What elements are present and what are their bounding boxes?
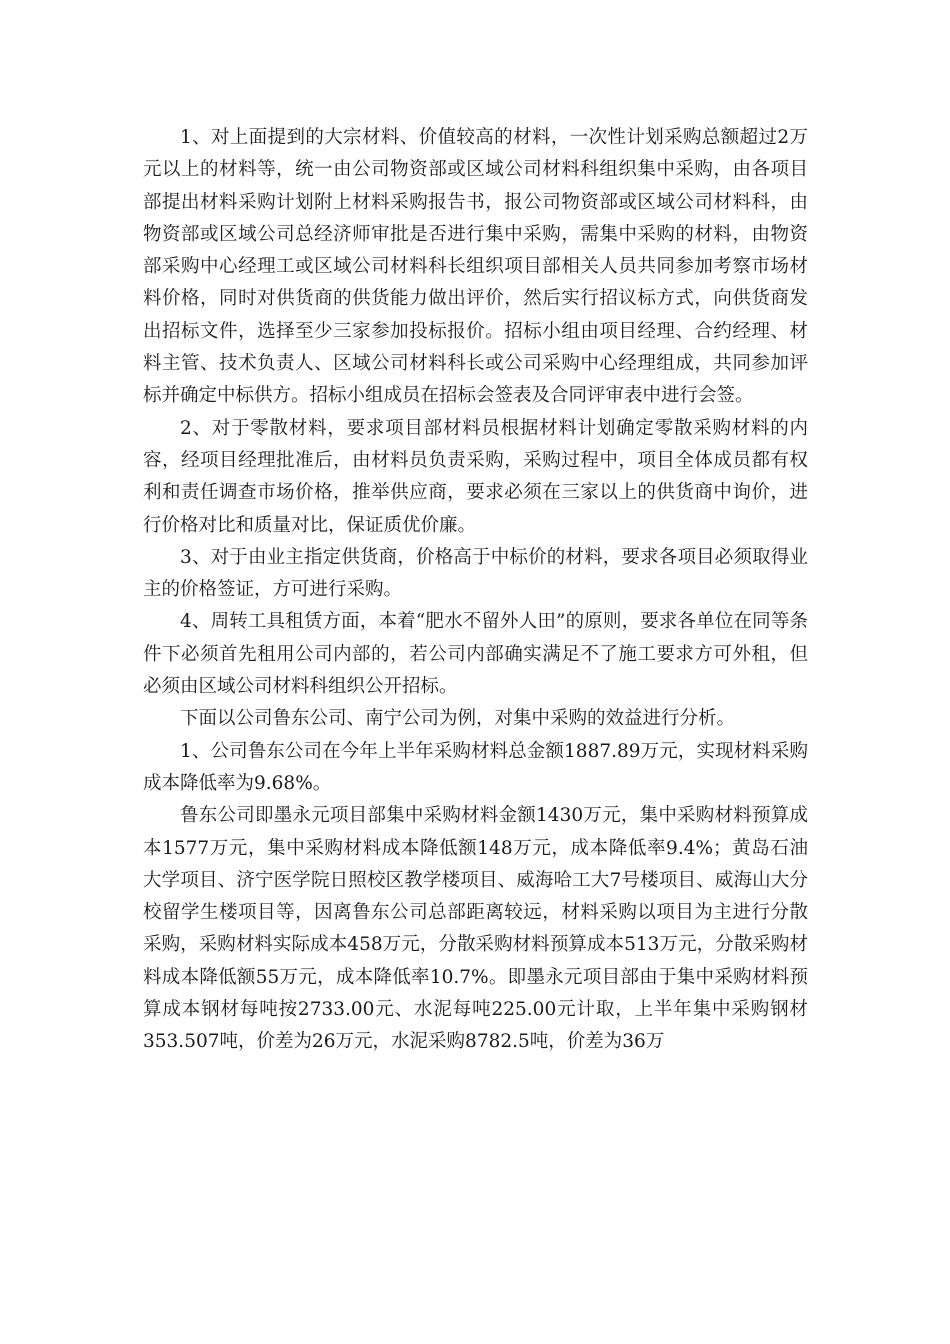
paragraph-ludong-details: 鲁东公司即墨永元项目部集中采购材料金额1430万元，集中采购材料预算成本1577万元，集中采购材料成本降低额148万元，成本降低率9.4%；黄岛石油大学项目、济宁医学院日照校区教学楼项目、威海哈工大7号楼项目、威海山大分校留学生楼项目等，因离鲁东公司总部距离较远，材料采购以项目为主进行分散采购，采购材料实际成本458万元，分散采购材料预算成本513万元，分散采购材料成本降低额55万元，成本降低率10.7%。即墨永元项目部由于集中采购材料预算成本钢材每吨按2733.00元、水泥每吨225.00元计取，上半年集中采购钢材353.507吨，价差为26万元，水泥采购8782.5吨，价差为36万 [143,805,808,1053]
paragraph-tool-leasing: 4、周转工具租赁方面，本着“肥水不留外人田”的原则，要求各单位在同等条件下必须首先租用公司内部的，若公司内部确实满足不了施工要求方可外租，但必须由区域公司材料科组织公开招标。 [143,611,808,698]
paragraph-analysis-intro: 下面以公司鲁东公司、南宁公司为例，对集中采购的效益进行分析。 [180,708,736,730]
paragraph-centralized-procurement: 1、对上面提到的大宗材料、价值较高的材料，一次性计划采购总额超过2万元以上的材料等，统一由公司物资部或区域公司材料科组织集中采购，由各项目部提出材料采购计划附上材料采购报告书，报公司物资部或区域公司材料科，由物资部或区域公司总经济师审批是否进行集中采购，需集中采购的材料，由物资部采购中心经理工或区域公司材料科长组织项目部相关人员共同参加考察市场材料价格，同时对供货商的供货能力做出评价，然后实行招议标方式，向供货商发出招标文件，选择至少三家参加投标报价。招标小组由项目经理、合约经理、材料主管、技术负责人、区域公司材料科长或公司采购中心经理组成，共同参加评标并确定中标供方。招标小组成员在招标会签表及合同评审表中进行会签。 [143,127,808,407]
paragraph-scattered-materials: 2、对于零散材料，要求项目部材料员根据材料计划确定零散采购材料的内容，经项目经理批准后，由材料员负责采购，采购过程中，项目全体成员都有权利和责任调查市场价格，推举供应商，要求必须在三家以上的供货商中询价，进行价格对比和质量对比，保证质优价廉。 [143,417,808,536]
paragraph-owner-designated-supplier: 3、对于由业主指定供货商，价格高于中标价的材料，要求各项目必须取得业主的价格签证，方可进行采购。 [143,546,808,601]
document-body [143,122,808,1059]
paragraph-ludong-summary: 1、公司鲁东公司在今年上半年采购材料总金额1887.89万元，实现材料采购成本降低率为9.68%。 [143,740,808,794]
